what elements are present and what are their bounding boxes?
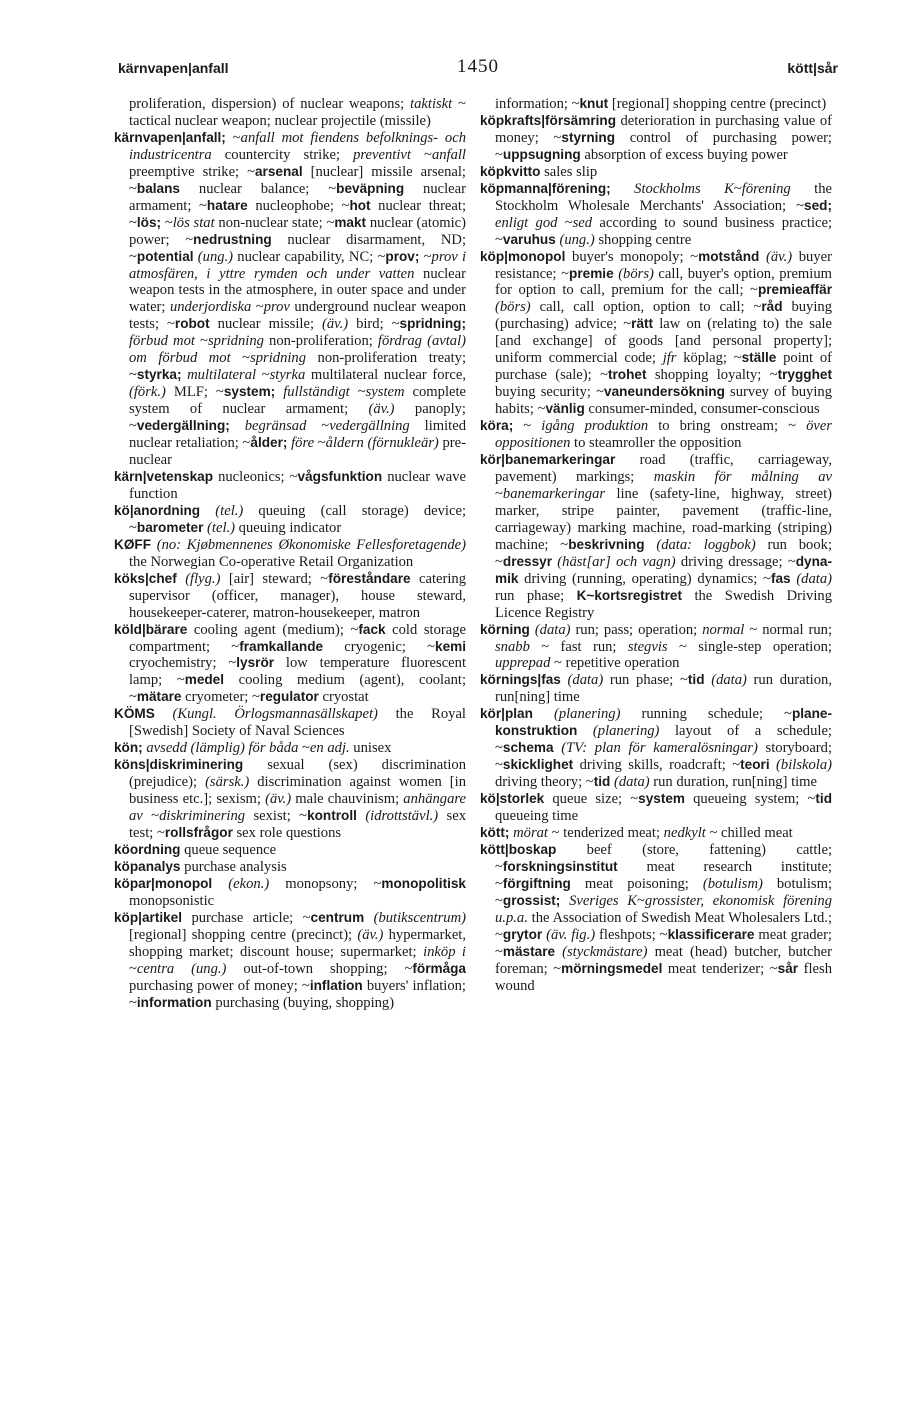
dictionary-entry: köld|bärare cooling agent (medium); ~fack cold storage compartment; ~framkallande cryogenic; ~kemi cryochemistry; ~lysrör low temperature fluorescent lamp; ~medel cooling medium (agent), coolant; ~mätare cryometer; ~regulator cryostat — [114, 621, 467, 706]
left-guide-word: kärnvapen|anfall — [118, 60, 229, 76]
dictionary-entry: köns|diskriminering sexual (sex) discrimination (prejudice); (särsk.) discrimination against women [in business etc.]; sexism; (äv.) male chauvinism; anhängare av ~diskriminering sexist; ~kontroll (idrottstävl.) sex test; ~rollsfrågor sex role questions — [114, 757, 466, 841]
dictionary-entry: köpar|monopol (ekon.) monopsony; ~monopolitisk monopsonistic — [114, 875, 466, 909]
dictionary-entry: KÖMS (Kungl. Örlogsmannasällskapet) the Royal [Swedish] Society of Naval Sciences — [114, 706, 466, 740]
dictionary-entry: köpkvitto sales slip — [480, 163, 598, 180]
dictionary-entry: kö|anordning (tel.) queuing (call storage) device; ~barometer (tel.) queuing indicator — [114, 502, 466, 536]
dictionary-entry: köp|monopol buyer's monopoly; ~motstånd (äv.) buyer resistance; ~premie (börs) call, buyer's option, premium for option to call, premium for the call; ~premieaffär (börs) call, call option, option to call; ~råd buying (purchasing) advice; ~rätt law on (relating to) the sale [and exchange] of goods [and personal property]; uniform commercial code; jfr köplag; ~ställe point of purchase (sale); ~trohet shopping loyalty; ~trygghet buying security; ~vaneundersökning survey of buying habits; ~vänlig consumer-minded, consumer-conscious — [480, 248, 832, 418]
dictionary-entry: kärn|vetenskap nucleonics; ~vågsfunktion nuclear wave function — [114, 468, 467, 502]
right-column — [480, 96, 832, 995]
dictionary-entry: kött; mörat ~ tenderized meat; nedkylt ~ chilled meat — [480, 824, 793, 841]
dictionary-entry: köpmanna|förening; Stockholms K~förening the Stockholm Wholesale Merchants' Association; ~sed; enligt god ~sed according to sound business practice; ~varuhus (ung.) shopping centre — [480, 180, 833, 248]
dictionary-entry: köp|artikel purchase article; ~centrum (butikscentrum) [regional] shopping centre (precinct); (äv.) hypermarket, shopping market; discount house; supermarket; inköp i ~centra (ung.) out-of-town shopping; ~förmåga purchasing power of money; ~inflation buyers' inflation; ~information purchasing (buying, shopping) — [114, 909, 466, 1011]
page-header — [118, 56, 838, 84]
right-guide-word: kött|sår — [787, 60, 838, 76]
dictionary-entry: kön; avsedd (lämplig) för båda ~en adj. unisex — [114, 740, 392, 757]
dictionary-entry: kärnvapen|anfall; ~anfall mot fiendens befolknings- och industricentra countercity strike; preventivt ~anfall preemptive strike; ~arsenal [nuclear] missile arsenal; ~balans nuclear balance; ~beväpning nuclear armament; ~hatare nucleophobe; ~hot nuclear threat; ~lös; ~lös stat non-nuclear state; ~makt nuclear (atomic) power; ~nedrustning nuclear disarmament, ND; ~potential (ung.) nuclear capability, NC; ~prov; ~prov i atmosfären, i yttre rymden och under vatten nuclear weapon tests in the atmosphere, in outer space and under water; underjordiska ~prov underground nuclear weapon tests; ~robot nuclear missile; (äv.) bird; ~spridning; förbud mot ~spridning non-proliferation; fördrag (avtal) om förbud mot ~spridning non-proliferation treaty; ~styrka; multilateral ~styrka multilateral nuclear force, (förk.) MLF; ~system; fullständigt ~system complete system of nuclear armament; (äv.) panoply; ~vedergällning; begränsad ~vedergällning limited nuclear retaliation; ~ålder; före ~åldern (förnukleär) prenuclear — [114, 129, 467, 469]
dictionary-entry: kött|boskap beef (store, fattening) cattle; ~forskningsinstitut meat research institute; ~förgiftning meat poisoning; (botulism) botulism; ~grossist; Sveriges K~grossister, ekonomisk förening u.p.a. the Association of Swedish Meat Wholesalers Ltd.; ~grytor (äv. fig.) fleshpots; ~klassificerare meat grader; ~mästare (styckmästare) meat (head) butcher, butcher foreman; ~mörningsmedel meat tenderizer; ~sår flesh wound — [480, 841, 832, 994]
dictionary-entry: köra; ~ igång produktion to bring onstream; ~ över oppositionen to steamroller the opposition — [480, 418, 833, 452]
dictionary-entry: köpanalys purchase analysis — [114, 858, 287, 875]
dictionary-entry: information; ~knut [regional] shopping centre (precinct) — [495, 96, 827, 112]
dictionary-entry: KØFF (no: Kjøbmennenes Økonomiske Fellesforetagende) the Norwegian Co-operative Retail Organization — [114, 536, 466, 570]
dictionary-entry: proliferation, dispersion) of nuclear weapons; taktiskt ~ tactical nuclear weapon; nuclear projectile (missile) — [129, 96, 466, 129]
page-number: 1450 — [457, 56, 499, 77]
dictionary-entry: kör|plan (planering) running schedule; ~planekonstruktion (planering) layout of a schedule; ~schema (TV: plan för kameralösningar) storyboard; ~skicklighet driving skills, roadcraft; ~teori (bilskola) driving theory; ~tid (data) run duration, run[ning] time — [480, 706, 833, 791]
dictionary-entry: köks|chef (flyg.) [air] steward; ~föreståndare catering supervisor (officer, manager), house steward, housekeeper-caterer, matron-housekeeper, matron — [114, 570, 466, 621]
dictionary-entry: köordning queue sequence — [114, 841, 277, 858]
dictionary-entry: körnings|fas (data) run phase; ~tid (data) run duration, run[ning] time — [480, 672, 832, 706]
dictionary-entry: körning (data) run; pass; operation; normal ~ normal run; snabb ~ fast run; stegvis ~ single-step operation; upprepad ~ repetitive operation — [480, 621, 832, 672]
left-column — [114, 96, 466, 1011]
dictionary-entry: kör|banemarkeringar road (traffic, carriageway, pavement) markings; maskin för målning av ~banemarkeringar line (safety-line, highway, street) marker, stripe painter, pavement (traffic-line, carriageway) marking machine, road-marking (striping) machine; ~beskrivning (data: loggbok) run book; ~dressyr (häst[ar] och vagn) driving dressage; ~dynamik driving (running, operating) dynamics; ~fas (data) run phase; K~kortsregistret the Swedish Driving Licence Registry — [480, 452, 832, 621]
dictionary-entry: köpkrafts|försämring deterioration in purchasing value of money; ~styrning control of purchasing power; ~uppsugning absorption of excess buying power — [480, 112, 832, 163]
dictionary-entry: kö|storlek queue size; ~system queueing system; ~tid queueing time — [480, 791, 832, 825]
